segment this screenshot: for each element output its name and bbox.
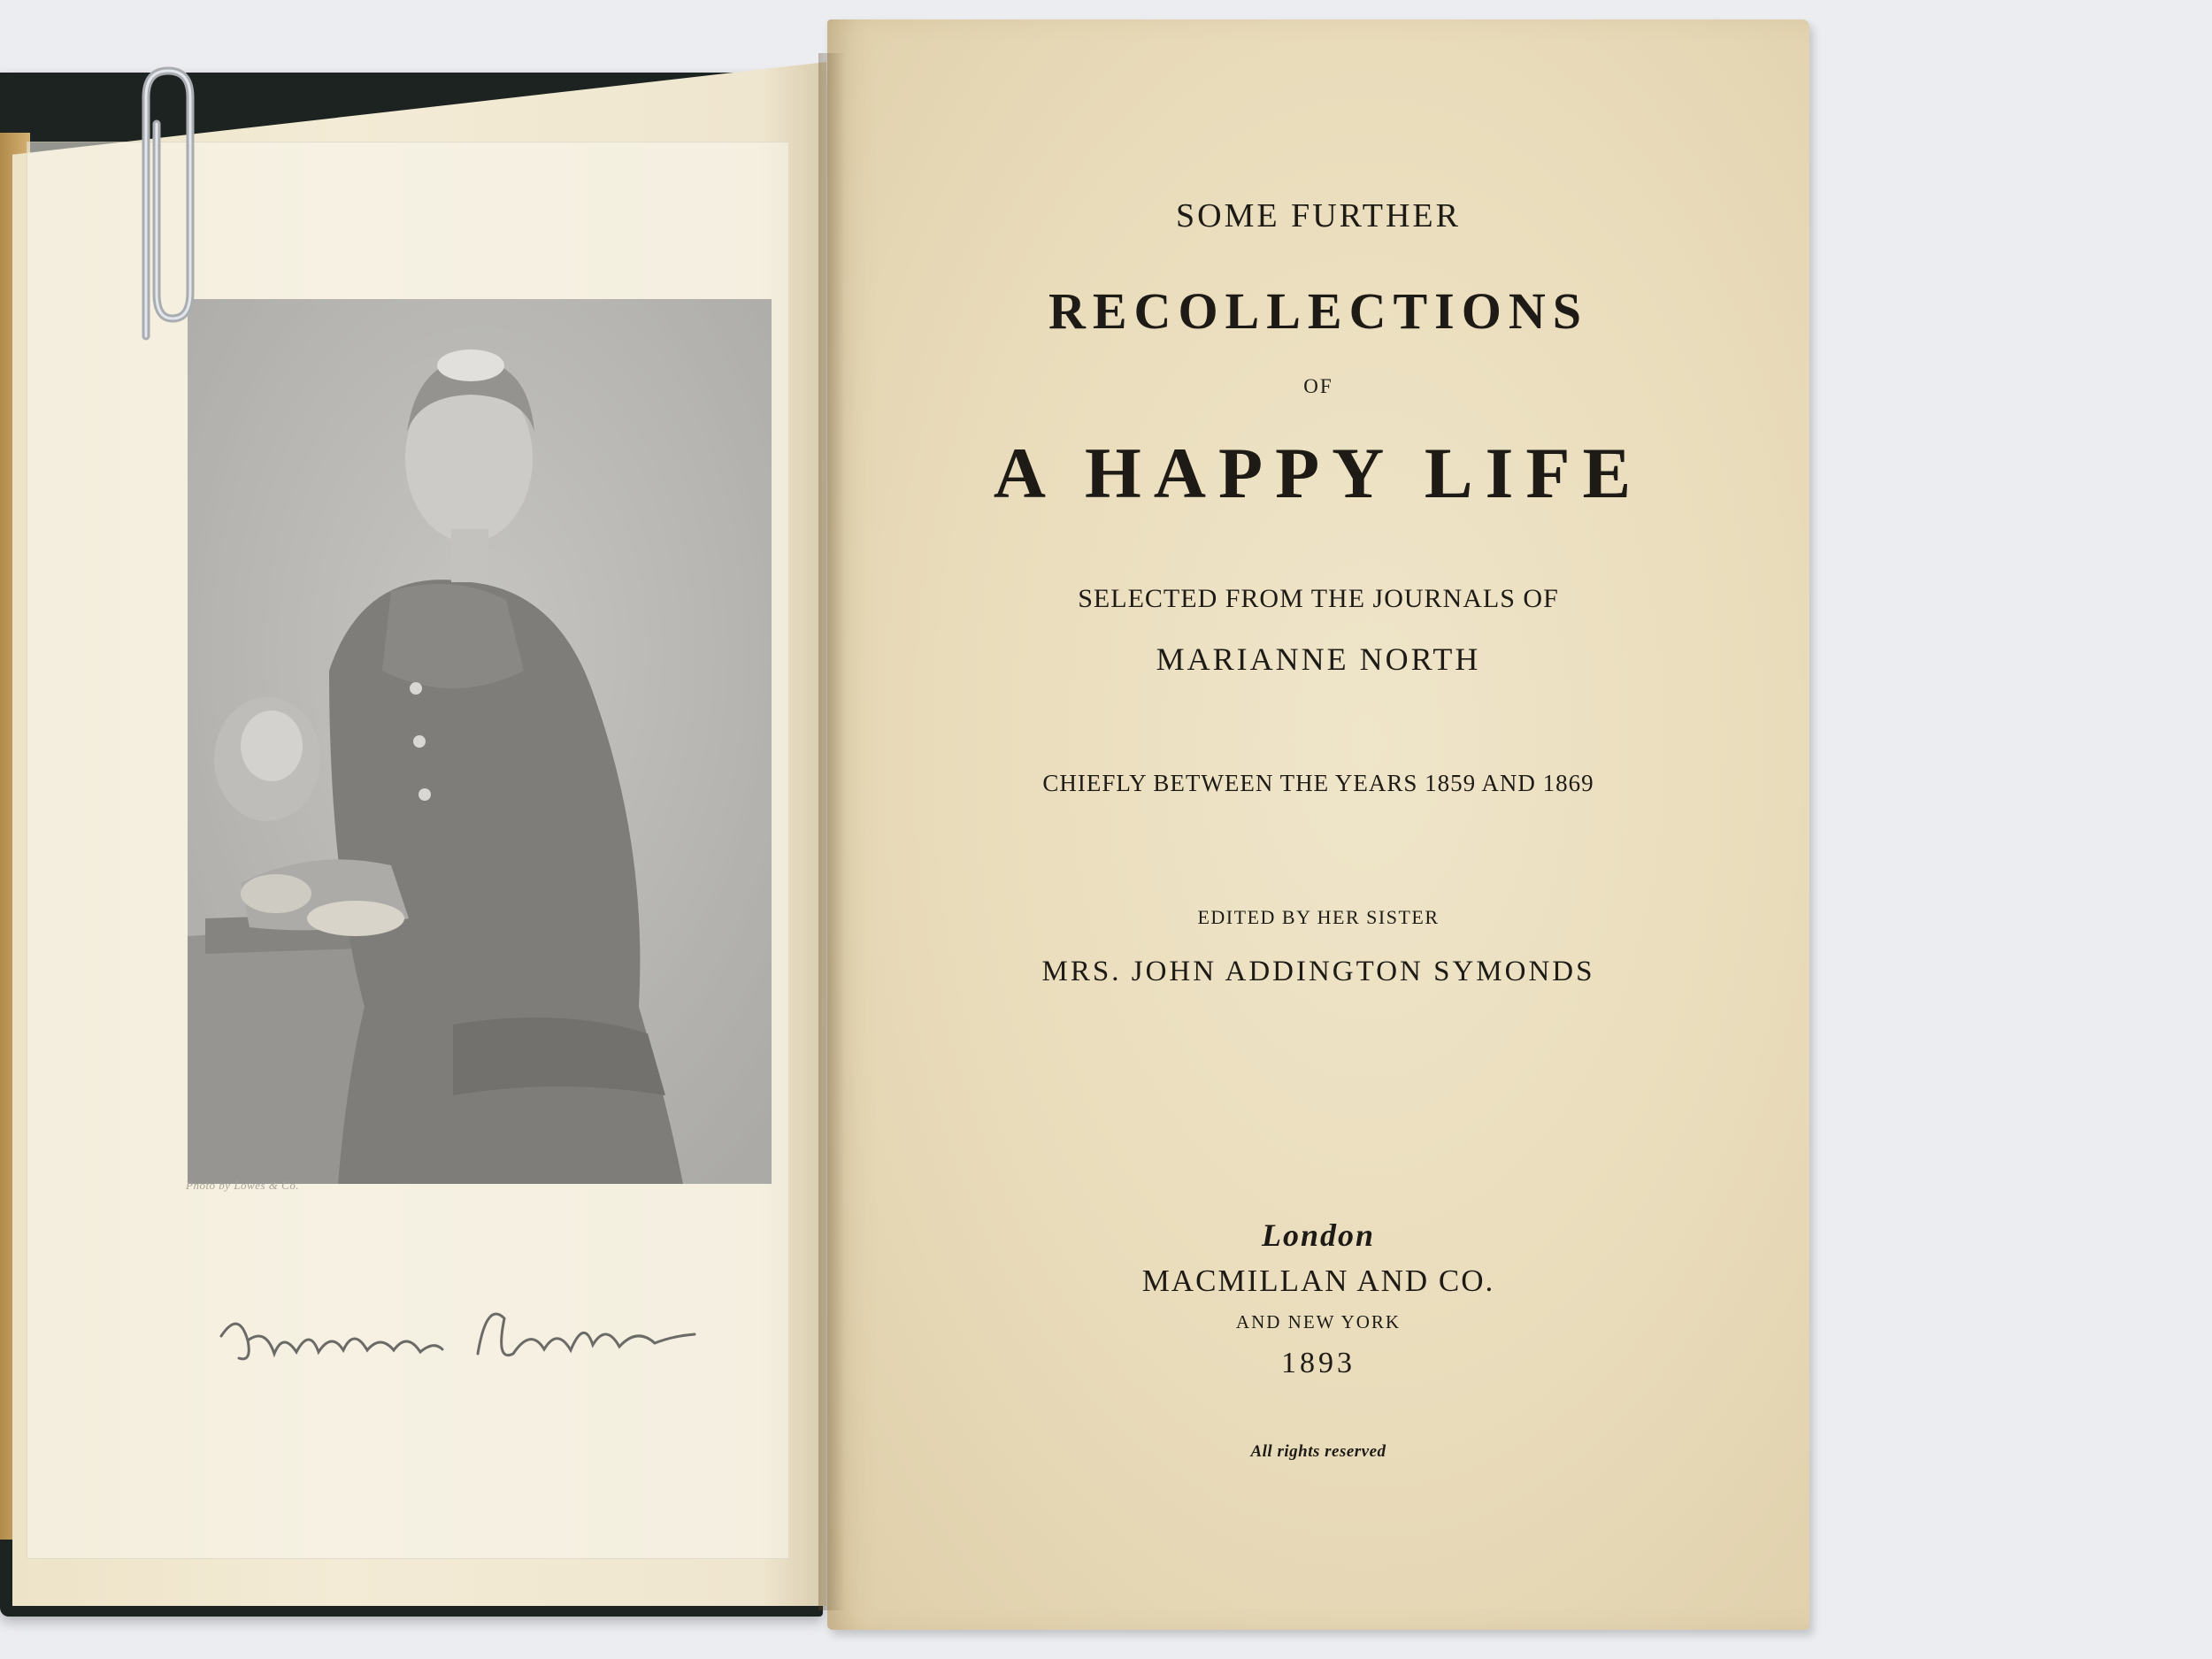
title-line-of: OF (1303, 375, 1333, 397)
title-line-some-further: SOME FURTHER (1176, 197, 1461, 234)
imprint-place-2: AND NEW YORK (1235, 1311, 1402, 1333)
imprint-place: London (1261, 1217, 1376, 1253)
portrait-photograph (188, 299, 772, 1184)
rights-notice: All rights reserved (1250, 1442, 1386, 1461)
imprint-publisher: MACMILLAN AND CO. (1141, 1263, 1495, 1298)
handwritten-signature (212, 1292, 708, 1398)
edited-by-line: EDITED BY HER SISTER (1197, 906, 1440, 928)
years-line: CHIEFLY BETWEEN THE YEARS 1859 AND 1869 (1042, 770, 1594, 796)
photo-credit: Photo by Lowes & Co. (186, 1179, 300, 1192)
tissue-overlay (188, 299, 772, 1184)
imprint-year: 1893 (1281, 1347, 1356, 1379)
title-line-a-happy-life: A HAPPY LIFE (993, 433, 1644, 513)
title-line-recollections: RECOLLECTIONS (1048, 282, 1589, 340)
paper-clip (119, 62, 217, 345)
subtitle-selected-from: SELECTED FROM THE JOURNALS OF (1078, 584, 1559, 613)
title-page (827, 19, 1809, 1630)
editor-name: MRS. JOHN ADDINGTON SYMONDS (1041, 956, 1595, 987)
author-name: MARIANNE NORTH (1156, 641, 1481, 677)
